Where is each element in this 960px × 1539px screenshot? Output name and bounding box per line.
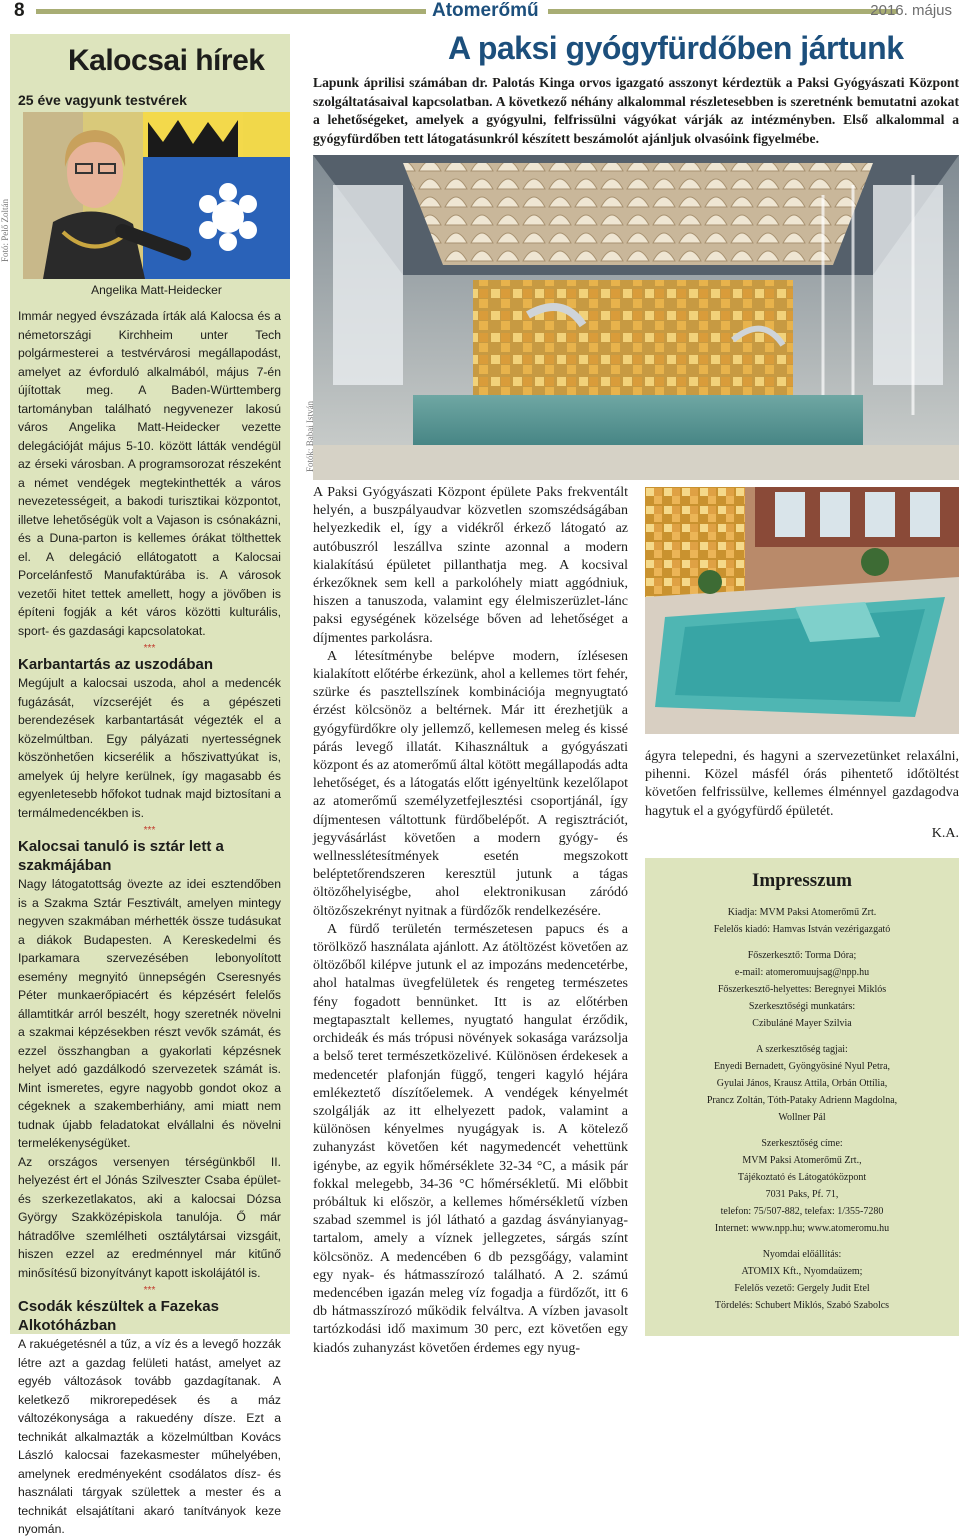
- separator: ***: [143, 1285, 156, 1296]
- impresszum-line: Kiadja: MVM Paksi Atomerőmű Zrt.: [727, 907, 877, 918]
- header-rule-left: [36, 9, 426, 14]
- brand-name: Atomerőmű: [432, 0, 539, 21]
- article-column-1: [313, 484, 628, 1358]
- sidebar-title: Kalocsai hírek: [68, 44, 265, 77]
- impresszum-email[interactable]: e-mail: atomeromuujsag@npp.hu: [734, 967, 870, 978]
- section-text: Az országos versenyen térségünkből II. helyezést ért el Jónás Szilveszter Csaba épület- és szerkezetlakatos, aki a kalocsai Dózsa György Szakközépiskola tanulója. Ő már hátradőlve szemlélheti osztálytársai vizsgáit, hiszen ezzel az eredménnyel már kitűnő minősítésű bizonyítványt kapott iskolájától is.: [18, 1154, 281, 1280]
- author-signature: K.A.: [931, 825, 959, 841]
- impresszum-publisher: [645, 904, 959, 938]
- impresszum-line: Tájékoztató és Látogatóközpont: [737, 1172, 867, 1183]
- pool-photo: [645, 487, 959, 734]
- article-paragraph: A létesítménybe belépve modern, ízlésesen kialakított előtérbe érkezünk, ahol a kellemes tört fehér, szürke és pasztellszínek kombinációja megnyugtató érzést kölcsönöz a beltérnek. Már itt érezhetjük a gyógyfürdőkre oly jellemző, kellemesen meleg és kissé párás levegő illatát. Kihasználtuk a gyógyászati központ és az atomerőmű által kötött megállapodás adta lehetőséget, és a látogatás előtt igényeltünk kezelőlapot az atomerőmű személyzetfejlesztési csoportjánál, így díjmentesen váltottunk fürdőbelépőt. A regisztrációt, jegyvásárlást követően a modern gyógy- és wellnesslétesítmények esetén megszokott beléptetőrendszeren keresztül jutunk a tágas öltözőhelyiségbe, ahol elektronikusan záródó öltözőszekrényt nyitnak a fürdőzők rendelkezésére.: [313, 648, 628, 919]
- impresszum-line: telefon: 75/507-882, telefax: 1/355-7280: [720, 1206, 884, 1217]
- impresszum-line: Szerkesztőségi munkatárs:: [748, 1001, 856, 1012]
- article-paragraph: A Paksi Gyógyászati Központ épülete Paks frekventált helyén, a buszpályaudvar közvetlen szomszédságában helyezkedik el, így a vidékről érkező látogató az autóbuszról leszállva szinte azonnal a modern kialakítású épületet pillanthatja meg. A kocsival érkezőknek sem kell a parkolóhely miatt aggódniuk, hiszen a tanuszoda, valamint egy élelmiszerüzlet-lánc paksi egységének közelsége bőven ad lehetőséget a díjmentes parkolásra.: [313, 485, 628, 646]
- article-lead: Lapunk áprilisi számában dr. Palotás Kinga orvos igazgató asszonyt kérdeztük a Paksi Gyógyászati Központ szolgáltatásaival kapcsolatban. A következő néhány alkalommal részletesebben is szeretnénk bemutatni azokat a lehetőségeket, amelyek a gyógyulni, felfrissülni vágyókat várják az intézményben. Első alkalommal a gyógyfürdőben tett látogatásunkról készített beszámolót ajánljuk olvasóink figyelmébe.: [313, 75, 959, 146]
- section-text: A rakuégetésnél a tűz, a víz és a levegő hozzák létre azt a gazdag felületi hatást, amelyet az egyéb változások tovább gazdagítanak. A keletkező mikrorepedések és a máz változékonysága a rakuedény dísze. Ezt a technikát alkalmazták a közelmúltban Kovács László kalocsai fazekasmester műhelyében, amelynek eredményeként csodálatos dísz- és használati tárgyak születtek a mester és a technikát elsajátítani akaró tanítványok keze nyomán.: [18, 1337, 281, 1536]
- impresszum-line: Nyomdai előállítás:: [762, 1249, 842, 1260]
- impresszum-line: Szerkesztőség címe:: [761, 1138, 843, 1149]
- speaker-photo: [23, 112, 290, 279]
- impresszum-line: Prancz Zoltán, Tóth-Pataky Adrienn Magdolna,: [706, 1095, 898, 1106]
- impresszum-box: [645, 858, 959, 1336]
- sidebar-subtitle: 25 éve vagyunk testvérek: [18, 92, 187, 108]
- impresszum-line: Tördelés: Schubert Miklós, Szabó Szabolcs: [714, 1300, 890, 1311]
- impresszum-line: Czibuláné Mayer Szilvia: [752, 1018, 852, 1029]
- section-heading: Csodák készültek a Fazekas Alkotóházban: [18, 1298, 219, 1334]
- article-column-2: [645, 748, 959, 843]
- separator: ***: [143, 825, 156, 836]
- impresszum-line: Felelős vezető: Gergely Judit Etel: [734, 1283, 870, 1294]
- photo-caption: Angelika Matt-Heidecker: [91, 283, 222, 297]
- impresszum-line: Főszerkesztő: Torma Dóra;: [747, 950, 857, 961]
- sidebar-intro: Immár negyed évszázada írták alá Kalocsa és a németországi Kirchheim unter Tech polgármesterei a testvérvárosi megállapodást, amelyet az évforduló alkalmából, május 7-én újítottak meg. A Baden-Württemberg tartományban található negyvenezer lakosú város Angelika Matt-Heidecker vezette delegációját május 5-10. között látták vendégül az érseki városban. A programsorozat részeként a német vendégek megtekinthették a város nevezetességeit, a bakodi turisztikai központot, illetve lehetőségük volt a Vajason is csónakázni, és a Duna-parton is kellemes órákat tölthettek el. A delegáció ellátogatott a Kalocsai Porcelánfestő Manufaktúrába is. A városok vezetői hitet tettek amellett, hogy a jövőben is építeni fogják a két város közötti kulturális, sport- és gazdasági kapcsolatokat.: [18, 309, 281, 638]
- article-title: A paksi gyógyfürdőben jártunk: [448, 30, 904, 66]
- section-text: Nagy látogatottság övezte az idei esztendőben is a Szakma Sztár Fesztivált, amelyen mintegy negyven szakmában mérhették össze tudásukat a diákok Budapesten. A Kereskedelmi és Iparkamara szervezésében lebonyolított esemény megnyitó ünnepségén Cseresnyés Péter munkaerőpiacért és képzésért felelős államtitkár arról beszélt, hogy szeretnék növelni a szakmai képzésekben részt vevők számát, és ezzel összhangban a gyakorlati képzésnek helyet adó gazdálkodó szervezetek számát is. Mint ismeretes, egyre nagyobb gondot okoz a cégeknek a szakemberhiány, ami miatt nem tudnak újabb feladatokat elvállalni és növelni termelékenységüket.: [18, 877, 281, 1150]
- issue-date: 2016. május: [870, 2, 952, 19]
- impresszum-line: A szerkesztőség tagjai:: [756, 1044, 848, 1055]
- section-heading: Kalocsai tanuló is sztár lett a szakmájában: [18, 838, 224, 874]
- impresszum-editors: [645, 947, 959, 1032]
- section-heading: Karbantartás az uszodában: [18, 656, 214, 673]
- article-continuation: ágyra telepedni, és hagyni a szervezetünket relaxálni, pihenni. Közel másfél órás pihentető időtöltést követően felfrissülve, kellemes élménnyel gazdagodva hagytuk el a gyógyfürdő épületét.: [645, 749, 959, 819]
- header-rule-right: [548, 9, 898, 14]
- separator: ***: [143, 643, 156, 654]
- sidebar-photo-credit: Fotó: Pelő Zoltán: [0, 199, 10, 262]
- spa-hall-photo: [313, 155, 959, 480]
- article-photo-credit: Fotók: Babai István: [305, 401, 315, 472]
- impresszum-website[interactable]: Internet: www.npp.hu; www.atomeromu.hu: [714, 1223, 890, 1234]
- impresszum-line: Wollner Pál: [778, 1112, 826, 1123]
- section-text: Megújult a kalocsai uszoda, ahol a medencék fugázását, vízcseréjét és a gépészeti berendezések karbantartását végezték el a közelmúltban. Egy pályázati nyertességnek köszönhetően kicserélik a hőszivattyúkat is, amelyek új helyre kerülnek, így magasabb és egyenletesebb hőfokot tudnak majd biztosítani a termálmedencékben is.: [18, 676, 281, 820]
- sidebar-articles: [18, 307, 281, 1539]
- impresszum-line: Főszerkesztő-helyettes: Beregnyei Miklós: [717, 984, 887, 995]
- impresszum-line: Gyulai János, Krausz Attila, Orbán Ottília,: [716, 1078, 888, 1089]
- impresszum-line: MVM Paksi Atomerőmű Zrt.,: [742, 1155, 862, 1166]
- impresszum-line: Enyedi Bernadett, Gyöngyösiné Nyul Petra,: [713, 1061, 891, 1072]
- impresszum-address: [645, 1135, 959, 1237]
- impresszum-title: Impresszum: [752, 870, 852, 891]
- impresszum-line: ATOMIX Kft., Nyomdaüzem;: [741, 1266, 863, 1277]
- impresszum-printing: [645, 1246, 959, 1314]
- impresszum-line: 7031 Paks, Pf. 71,: [765, 1189, 839, 1200]
- page-number: 8: [14, 0, 25, 21]
- impresszum-line: Felelős kiadó: Hamvas István vezérigazgató: [713, 924, 891, 935]
- impresszum-members: [645, 1041, 959, 1126]
- article-paragraph: A fürdő területén természetesen papucs és a törölköző használata ajánlott. Az átöltözést követően az öltözőből kilépve jutunk el az impozáns medencetérbe, ahol hatalmas üvegfelületek és rengeteg természetes fény fogadott bennünket. Itt is az előtérben megtapasztalt kellemes, nyugtató hangulat érződik, orchideák és más trópusi növények sokasága varázsolja a belső teret természetközelivé. Különösen érdekesek a medencetér plafonján függő, tengeri kagyló héjára emlékeztető díszítőelemek. A vendégek kényelmét szolgálják az itt elhelyezett padok, valamint a különösen kényelmes nyugágyak is. A kötelező zuhanyzást követően két nagymedencét vehettünk igénybe, az egyik hőmérséklete 32-34 °C, a másik pár fokkal melegebb, 34-36 °C hőmérsékletű. Mi előbbit próbáltuk ki először, a kellemes hőmérsékletű vízben szabad szemmel is jól látható a gazdag ásványianyag-tartalom, amely a víznek jellegzetes, sárgás színt kölcsönöz. A medencében 6 db pezsgőágy, valamint egy nyak- és hátmasszírozó található. A 2. számú medencében igazán meleg víz fogadja a fürdőzőt, itt 6 db hátmasszírozó működik felváltva. A vízben javasolt tartózkodási idő maximum 30 perc, ezt követően egy kiadós zuhanyzást követően érdemes egy nyug-: [313, 921, 628, 1356]
